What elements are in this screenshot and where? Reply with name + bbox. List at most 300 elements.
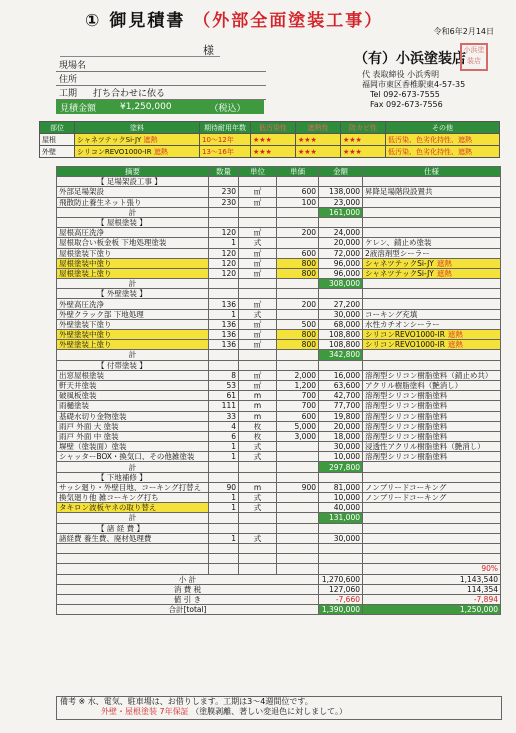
spec-tag: 遮熱 xyxy=(447,330,463,340)
title-main: 御見積書 xyxy=(109,11,186,31)
item-quantity: 1 xyxy=(209,503,239,513)
item-unit-price: 900 xyxy=(277,482,319,492)
spec-stars: ★★★ xyxy=(341,134,386,146)
table-row xyxy=(57,482,501,492)
empty-cell xyxy=(209,360,239,370)
table-row xyxy=(57,197,501,207)
spec-stars: ★★★ xyxy=(251,146,296,158)
item-spec xyxy=(363,340,501,350)
total-amount: 127,060 xyxy=(319,584,363,594)
item-unit-price: 2,000 xyxy=(277,370,319,380)
client-honorific: 様 xyxy=(203,44,214,57)
item-spec xyxy=(363,431,501,441)
table-row xyxy=(57,228,501,238)
company-name: （有）小浜塗装店 xyxy=(354,51,466,67)
table-row xyxy=(57,503,501,513)
item-unit-price xyxy=(277,503,319,513)
empty-cell xyxy=(363,177,501,187)
empty-cell xyxy=(363,207,501,217)
empty-cell xyxy=(239,462,277,472)
empty-cell xyxy=(277,360,319,370)
item-description: サッシ廻り・外壁目地、コーキング打替え xyxy=(57,482,209,492)
item-unit: ㎡ xyxy=(239,330,277,340)
table-row xyxy=(57,431,501,441)
notes-box xyxy=(56,696,502,720)
item-unit: m xyxy=(239,401,277,411)
item-unit: ㎡ xyxy=(239,299,277,309)
spec-stars: ★★★ xyxy=(251,134,296,146)
empty-cell xyxy=(239,207,277,217)
table-row xyxy=(57,380,501,390)
item-unit-price: 200 xyxy=(277,299,319,309)
item-quantity: 1 xyxy=(209,238,239,248)
spec-years: 13〜16年 xyxy=(200,146,251,158)
spec-text: 溶剤型シリコン樹脂塗料 xyxy=(365,452,448,462)
table-row xyxy=(57,442,501,452)
table-row xyxy=(57,513,501,523)
spec-text: シリコンREVO1000-IR xyxy=(365,330,445,340)
table-row xyxy=(57,401,501,411)
empty-cell xyxy=(363,217,501,227)
empty-cell xyxy=(209,177,239,187)
item-unit: ㎡ xyxy=(239,370,277,380)
spec-years: 10〜12年 xyxy=(200,134,251,146)
section-heading: 【 外壁塗装 】 xyxy=(57,289,209,299)
warranty-text: 外壁・屋根塗装 7年保証 xyxy=(101,707,189,716)
item-unit: 式 xyxy=(239,452,277,462)
table-row xyxy=(57,554,501,564)
warranty-note: （塗膜剥離、著しい変退色に対しまして。） xyxy=(191,707,348,716)
project-info xyxy=(56,58,266,100)
item-spec xyxy=(363,197,501,207)
item-amount: 23,000 xyxy=(319,197,363,207)
item-amount: 20,000 xyxy=(319,421,363,431)
item-description: 雨樋塗装 xyxy=(57,401,209,411)
empty-cell xyxy=(239,350,277,360)
table-row xyxy=(57,309,501,319)
item-description: 破風板塗装 xyxy=(57,391,209,401)
item-spec xyxy=(363,370,501,380)
total-final: 114,354 xyxy=(363,584,501,594)
empty-cell xyxy=(239,360,277,370)
subtotal-amount: 308,000 xyxy=(319,279,363,289)
item-unit: ㎡ xyxy=(239,197,277,207)
discount-rate: 90% xyxy=(363,564,501,574)
info-label: 工期 xyxy=(56,86,90,100)
empty-cell xyxy=(209,554,239,564)
info-label: 現場名 xyxy=(56,58,90,72)
item-unit-price: 800 xyxy=(277,340,319,350)
item-unit-price: 1,200 xyxy=(277,380,319,390)
empty-cell xyxy=(277,472,319,482)
empty-cell xyxy=(57,554,209,564)
col-header-description: 摘要 xyxy=(57,167,209,177)
empty-cell xyxy=(209,513,239,523)
spec-text: ケレン、錆止め塗装 xyxy=(365,238,432,248)
item-quantity: 120 xyxy=(209,268,239,278)
total-final: 1,250,000 xyxy=(363,605,501,615)
spec-text: 溶剤型シリコン樹脂塗料 xyxy=(365,401,448,411)
item-unit: 式 xyxy=(239,442,277,452)
spec-text: シャネツテックSi-JY xyxy=(365,258,434,268)
item-description: 外壁高圧洗浄 xyxy=(57,299,209,309)
table-row xyxy=(57,564,501,574)
amount-tax-note: （税込） xyxy=(209,103,246,114)
item-unit-price: 800 xyxy=(277,258,319,268)
item-unit-price: 800 xyxy=(277,330,319,340)
empty-cell xyxy=(363,289,501,299)
item-description: 外壁塗装中塗り xyxy=(57,330,209,340)
item-amount: 108,800 xyxy=(319,330,363,340)
item-unit: ㎡ xyxy=(239,268,277,278)
spec-header: 遮熱性 xyxy=(296,122,341,134)
item-amount: 30,000 xyxy=(319,533,363,543)
empty-cell xyxy=(277,207,319,217)
item-description: 雨戸 外面 中 塗装 xyxy=(57,431,209,441)
spec-text: 水性カチオンシーラー xyxy=(365,319,440,329)
table-row xyxy=(57,523,501,533)
info-label: 住所 xyxy=(56,72,90,86)
item-quantity: 53 xyxy=(209,380,239,390)
item-amount: 10,000 xyxy=(319,493,363,503)
empty-cell xyxy=(239,564,277,574)
item-description: 外部足場架設 xyxy=(57,187,209,197)
empty-cell xyxy=(277,462,319,472)
empty-cell xyxy=(363,543,501,553)
empty-cell xyxy=(239,177,277,187)
item-quantity: 61 xyxy=(209,391,239,401)
total-label: 合計[total] xyxy=(57,605,319,615)
item-unit: ㎡ xyxy=(239,319,277,329)
item-spec xyxy=(363,391,501,401)
empty-cell xyxy=(277,554,319,564)
item-description: 外壁塗装上塗り xyxy=(57,340,209,350)
total-amount: -7,660 xyxy=(319,594,363,604)
item-unit-price: 200 xyxy=(277,228,319,238)
item-quantity: 230 xyxy=(209,197,239,207)
spec-header: その他 xyxy=(386,122,500,134)
empty-cell xyxy=(239,289,277,299)
item-spec xyxy=(363,482,501,492)
table-row xyxy=(57,177,501,187)
item-quantity: 230 xyxy=(209,187,239,197)
subtotal-amount: 297,800 xyxy=(319,462,363,472)
spec-stars: ★★★ xyxy=(296,146,341,158)
item-description: 屋根取合い板金板 下地処理塗装 xyxy=(57,238,209,248)
empty-cell xyxy=(239,513,277,523)
empty-cell xyxy=(209,350,239,360)
table-row xyxy=(57,574,501,584)
spec-text: 昇降足場階段設置共 xyxy=(365,187,433,197)
item-unit-price: 5,000 xyxy=(277,421,319,431)
item-unit: 式 xyxy=(239,493,277,503)
section-heading: 【 付帯塗装 】 xyxy=(57,360,209,370)
empty-cell xyxy=(277,217,319,227)
item-unit-price: 500 xyxy=(277,319,319,329)
item-spec xyxy=(363,187,501,197)
item-spec xyxy=(363,258,501,268)
item-quantity: 1 xyxy=(209,533,239,543)
item-quantity: 8 xyxy=(209,370,239,380)
item-spec xyxy=(363,533,501,543)
empty-cell xyxy=(239,543,277,553)
empty-cell xyxy=(277,543,319,553)
item-unit: 枚 xyxy=(239,421,277,431)
empty-cell xyxy=(277,523,319,533)
item-quantity: 111 xyxy=(209,401,239,411)
empty-cell xyxy=(57,543,209,553)
item-description: 諸経費 養生費、廃材処理費 xyxy=(57,533,209,543)
item-unit: 式 xyxy=(239,503,277,513)
col-header-unit: 単位 xyxy=(239,167,277,177)
item-amount: 81,000 xyxy=(319,482,363,492)
item-amount: 18,000 xyxy=(319,431,363,441)
item-unit-price: 700 xyxy=(277,401,319,411)
table-row xyxy=(57,238,501,248)
item-spec xyxy=(363,452,501,462)
item-description: 外壁クラック部 下地処理 xyxy=(57,309,209,319)
empty-cell xyxy=(363,279,501,289)
spec-other: 低汚染、色劣化持性、遮熱 xyxy=(386,146,500,158)
item-description: 飛散防止養生ネット張り xyxy=(57,197,209,207)
item-unit-price: 600 xyxy=(277,248,319,258)
item-unit: 式 xyxy=(239,309,277,319)
item-spec xyxy=(363,330,501,340)
empty-cell xyxy=(239,217,277,227)
table-row xyxy=(57,411,501,421)
spec-tag: 遮熱 xyxy=(436,268,452,278)
spec-paint: シリコンREVO1000-IR 遮熱 xyxy=(75,146,200,158)
paint-spec-table xyxy=(39,121,500,158)
item-amount: 96,000 xyxy=(319,268,363,278)
item-description: タキロン波板ヤネの取り替え xyxy=(57,503,209,513)
item-unit-price: 800 xyxy=(277,268,319,278)
empty-cell xyxy=(239,523,277,533)
item-description: 屋根塗装上塗り xyxy=(57,268,209,278)
spec-text: 2液溶剤型シーラー xyxy=(365,248,430,258)
table-row xyxy=(57,360,501,370)
section-heading: 【 下地補修 】 xyxy=(57,472,209,482)
item-quantity: 136 xyxy=(209,330,239,340)
spec-header: 塗料 xyxy=(75,122,200,134)
empty-cell xyxy=(319,289,363,299)
total-label: 値 引 き xyxy=(57,594,319,604)
client-name-line xyxy=(60,42,220,57)
item-unit: ㎡ xyxy=(239,228,277,238)
amount-label: 見積金額 xyxy=(60,103,97,114)
estimate-table xyxy=(56,166,501,615)
subtotal-label: 計 xyxy=(57,279,209,289)
amount-value: ¥1,250,000 xyxy=(120,102,172,112)
spec-row xyxy=(40,134,500,146)
item-description: 塀壁（塗装面）塗装 xyxy=(57,442,209,452)
table-row xyxy=(57,391,501,401)
spec-header: 防カビ性 xyxy=(341,122,386,134)
item-amount: 19,800 xyxy=(319,411,363,421)
item-spec xyxy=(363,421,501,431)
item-amount: 40,000 xyxy=(319,503,363,513)
item-description: 軒天井塗装 xyxy=(57,380,209,390)
empty-cell xyxy=(277,279,319,289)
issue-date: 令和6年2月14日 xyxy=(433,27,494,36)
total-label: 消 費 税 xyxy=(57,584,319,594)
item-unit: ㎡ xyxy=(239,340,277,350)
subtotal-amount: 342,800 xyxy=(319,350,363,360)
item-quantity: 136 xyxy=(209,340,239,350)
table-row xyxy=(57,533,501,543)
col-header-spec: 仕様 xyxy=(363,167,501,177)
spec-text: 溶剤型シリコン樹脂塗料 xyxy=(365,391,448,401)
empty-cell xyxy=(209,523,239,533)
item-quantity: 120 xyxy=(209,248,239,258)
table-row xyxy=(57,462,501,472)
item-amount: 30,000 xyxy=(319,442,363,452)
total-label: 小 計 xyxy=(57,574,319,584)
empty-cell xyxy=(57,564,209,574)
empty-cell xyxy=(319,523,363,533)
item-description: シャッターBOX・換気口、その他雑塗装 xyxy=(57,452,209,462)
empty-cell xyxy=(209,279,239,289)
spec-header: 期待耐用年数 xyxy=(200,122,251,134)
total-final: 1,143,540 xyxy=(363,574,501,584)
table-row xyxy=(57,248,501,258)
empty-cell xyxy=(239,554,277,564)
spec-text: 浸透性アクリル樹脂塗料（艶消し） xyxy=(365,442,485,452)
item-unit: ㎡ xyxy=(239,380,277,390)
empty-cell xyxy=(319,177,363,187)
spec-text: 溶剤型シリコン樹脂塗料 xyxy=(365,411,448,421)
subtotal-label: 計 xyxy=(57,462,209,472)
item-amount: 30,000 xyxy=(319,309,363,319)
company-address: 福岡市東区香椎駅東4-57-35 xyxy=(362,80,466,89)
item-unit-price xyxy=(277,309,319,319)
table-row xyxy=(57,289,501,299)
empty-cell xyxy=(209,543,239,553)
item-quantity: 90 xyxy=(209,482,239,492)
empty-cell xyxy=(209,472,239,482)
col-header-unit-price: 単価 xyxy=(277,167,319,177)
empty-cell xyxy=(277,289,319,299)
item-unit-price xyxy=(277,442,319,452)
table-row xyxy=(57,299,501,309)
empty-cell xyxy=(209,217,239,227)
item-quantity: 4 xyxy=(209,421,239,431)
spec-text: ノンブリードコーキング xyxy=(365,493,447,503)
item-spec xyxy=(363,238,501,248)
item-unit: ㎡ xyxy=(239,248,277,258)
item-unit-price xyxy=(277,238,319,248)
item-description: 基礎水切り金物塗装 xyxy=(57,411,209,421)
empty-cell xyxy=(363,554,501,564)
item-amount: 68,000 xyxy=(319,319,363,329)
item-spec xyxy=(363,309,501,319)
empty-cell xyxy=(209,207,239,217)
estimate-amount-bar xyxy=(56,100,264,114)
spec-tag: 遮熱 xyxy=(436,258,452,268)
spec-stars: ★★★ xyxy=(341,146,386,158)
item-unit-price: 100 xyxy=(277,197,319,207)
item-quantity: 1 xyxy=(209,309,239,319)
item-quantity: 1 xyxy=(209,442,239,452)
empty-cell xyxy=(319,554,363,564)
item-amount: 27,200 xyxy=(319,299,363,309)
info-value xyxy=(90,58,266,72)
item-spec xyxy=(363,268,501,278)
item-quantity: 1 xyxy=(209,493,239,503)
empty-cell xyxy=(209,462,239,472)
table-row xyxy=(57,207,501,217)
empty-cell xyxy=(277,564,319,574)
item-quantity: 120 xyxy=(209,258,239,268)
col-header-quantity: 数量 xyxy=(209,167,239,177)
empty-cell xyxy=(363,472,501,482)
table-row xyxy=(57,268,501,278)
table-row xyxy=(57,350,501,360)
empty-cell xyxy=(209,289,239,299)
spec-text: 溶剤型シリコン樹脂塗料 xyxy=(365,421,448,431)
table-row xyxy=(57,452,501,462)
spec-text: ノンブリードコーキング xyxy=(365,482,447,492)
subtotal-label: 計 xyxy=(57,207,209,217)
item-description: 外壁塗装下塗り xyxy=(57,319,209,329)
item-amount: 72,000 xyxy=(319,248,363,258)
item-spec xyxy=(363,299,501,309)
item-unit: 式 xyxy=(239,533,277,543)
item-description: 出窓屋根塗装 xyxy=(57,370,209,380)
spec-text: 溶剤型シリコン樹脂塗料（錆止め共） xyxy=(365,370,493,380)
spec-other: 低汚染、色劣化持性、遮熱 xyxy=(386,134,500,146)
item-description: 雨戸 外面 大 塗装 xyxy=(57,421,209,431)
table-row xyxy=(57,330,501,340)
table-row xyxy=(57,340,501,350)
table-row xyxy=(57,493,501,503)
item-description: 屋根塗装中塗り xyxy=(57,258,209,268)
item-amount: 42,700 xyxy=(319,391,363,401)
empty-cell xyxy=(239,472,277,482)
title-subtitle: （外部全面塗装工事） xyxy=(193,11,384,31)
item-unit: ㎡ xyxy=(239,187,277,197)
item-quantity: 120 xyxy=(209,228,239,238)
company-tel: Tel 092-673-7555 xyxy=(370,90,440,99)
spec-part: 屋根 xyxy=(40,134,75,146)
item-quantity: 6 xyxy=(209,431,239,441)
empty-cell xyxy=(319,564,363,574)
subtotal-label: 計 xyxy=(57,350,209,360)
notes-label: 備考 xyxy=(60,697,76,706)
item-description: 屋根塗装下塗り xyxy=(57,248,209,258)
total-amount: 1,390,000 xyxy=(319,605,363,615)
empty-cell xyxy=(277,513,319,523)
spec-stars: ★★★ xyxy=(296,134,341,146)
item-spec xyxy=(363,411,501,421)
item-spec xyxy=(363,493,501,503)
table-row xyxy=(57,319,501,329)
table-row xyxy=(57,605,501,615)
item-spec xyxy=(363,442,501,452)
item-spec xyxy=(363,380,501,390)
document-title xyxy=(85,6,383,31)
table-row xyxy=(57,594,501,604)
item-unit: 枚 xyxy=(239,431,277,441)
item-spec xyxy=(363,248,501,258)
item-unit: 式 xyxy=(239,238,277,248)
item-amount: 77,700 xyxy=(319,401,363,411)
item-amount: 10,000 xyxy=(319,452,363,462)
item-amount: 138,000 xyxy=(319,187,363,197)
item-amount: 96,000 xyxy=(319,258,363,268)
item-spec xyxy=(363,503,501,513)
spec-text: 溶剤型シリコン樹脂塗料 xyxy=(365,431,448,441)
